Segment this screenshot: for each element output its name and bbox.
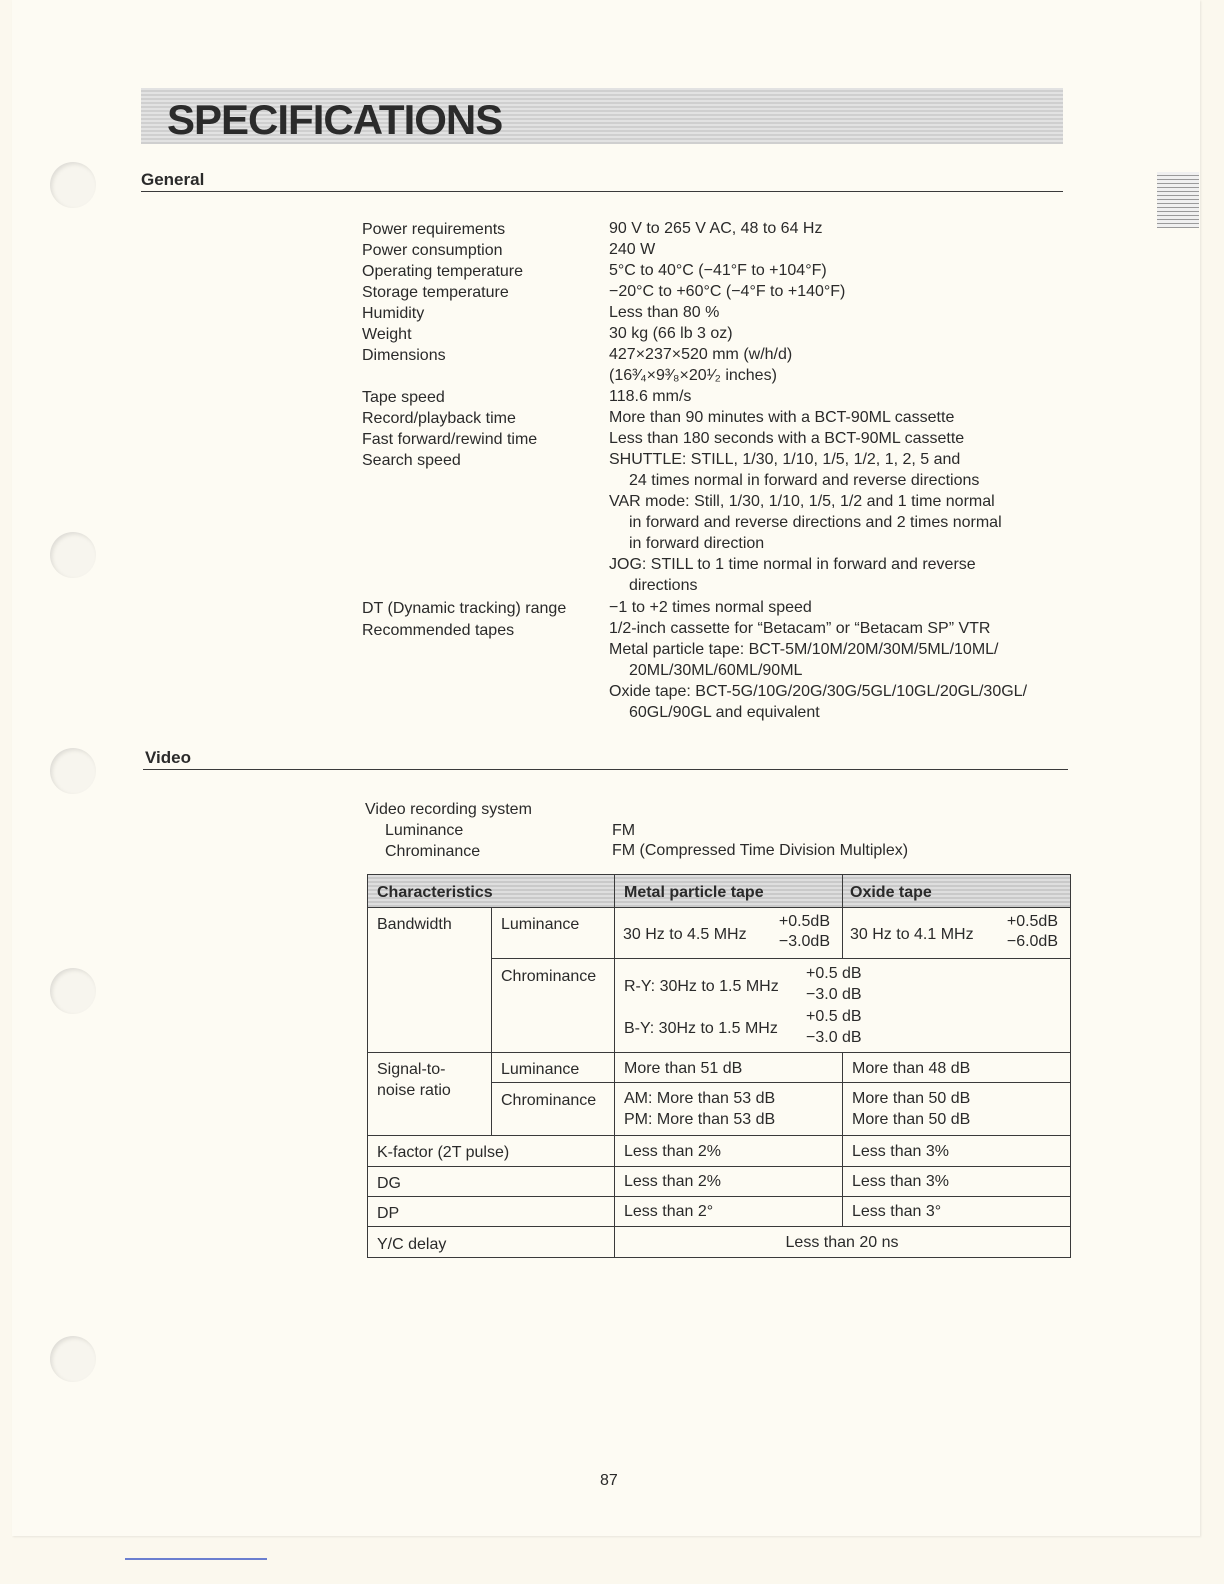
spec-value: 1/2-inch cassette for “Betacam” or “Betacam SP” VTR — [609, 620, 991, 637]
dp-oxide: Less than 3° — [852, 1203, 942, 1220]
spec-value: Less than 80 % — [609, 304, 720, 321]
spec-label: Power requirements — [362, 221, 506, 238]
spec-label: Power consumption — [362, 242, 503, 259]
table-rule — [368, 1166, 1070, 1167]
snr-am-oxide: More than 50 dB — [852, 1090, 971, 1107]
spec-label: Recommended tapes — [362, 622, 515, 639]
spec-value: JOG: STILL to 1 time normal in forward and reverse — [609, 556, 976, 573]
table-rule — [368, 907, 1070, 908]
chrominance-label: Chrominance — [385, 843, 481, 860]
row-label-snr: Signal-to- — [377, 1061, 446, 1078]
table-header: Metal particle tape — [624, 884, 764, 901]
page-number: 87 — [600, 1472, 618, 1489]
spec-value: 5°C to 40°C (−41°F to +104°F) — [609, 262, 827, 279]
bandwidth-luminance-oxide: 30 Hz to 4.1 MHz — [850, 926, 974, 943]
spec-value: 30 kg (66 lb 3 oz) — [609, 325, 733, 342]
table-rule — [491, 907, 492, 1135]
row-sublabel-chrominance: Chrominance — [501, 968, 597, 985]
section-heading-video: Video — [145, 748, 191, 767]
spec-value: 60GL/90GL and equivalent — [629, 704, 820, 721]
spec-value: SHUTTLE: STILL, 1/30, 1/10, 1/5, 1/2, 1, 2, 5 and — [609, 451, 961, 468]
row-label-dp: DP — [377, 1205, 400, 1222]
row-label-bandwidth: Bandwidth — [377, 916, 452, 933]
spec-value: −20°C to +60°C (−4°F to +140°F) — [609, 283, 846, 300]
row-label-dg: DG — [377, 1175, 401, 1192]
table-rule — [368, 1196, 1070, 1197]
spec-value: 427×237×520 mm (w/h/d) — [609, 346, 793, 363]
spec-label: Dimensions — [362, 347, 446, 364]
spec-label: DT (Dynamic tracking) range — [362, 600, 567, 617]
spec-label: Tape speed — [362, 389, 445, 406]
yc-delay-value: Less than 20 ns — [785, 1234, 899, 1251]
dg-oxide: Less than 3% — [852, 1173, 949, 1190]
table-rule — [842, 875, 843, 958]
table-rule — [368, 1226, 1070, 1227]
table-rule — [491, 1082, 1070, 1083]
divider — [141, 191, 1063, 192]
spec-label: Weight — [362, 326, 412, 343]
binder-hole — [50, 532, 96, 578]
kfactor-oxide: Less than 3% — [852, 1143, 949, 1160]
section-heading-general: General — [141, 170, 205, 189]
dg-metal: Less than 2% — [624, 1173, 721, 1190]
table-rule — [368, 1135, 1070, 1136]
title-banner — [141, 88, 1063, 144]
spec-value: in forward and reverse directions and 2 times normal — [629, 514, 1002, 531]
chrominance-value: FM (Compressed Time Division Multiplex) — [612, 842, 909, 859]
spec-value: Less than 180 seconds with a BCT-90ML cassette — [609, 430, 965, 447]
snr-am-metal: AM: More than 53 dB — [624, 1090, 776, 1107]
spec-value: (16³⁄₄×9³⁄₈×20¹⁄₂ inches) — [609, 367, 777, 384]
binder-hole — [50, 968, 96, 1014]
luminance-value: FM — [612, 822, 636, 839]
spec-value: directions — [629, 577, 698, 594]
spec-value: More than 90 minutes with a BCT-90ML cassette — [609, 409, 955, 426]
section-tab-marker — [1157, 172, 1199, 228]
spec-value: 90 V to 265 V AC, 48 to 64 Hz — [609, 220, 823, 237]
spec-value: VAR mode: Still, 1/30, 1/10, 1/5, 1/2 and 1 time normal — [609, 493, 995, 510]
tolerance-minus: −3.0dB — [778, 933, 830, 950]
spec-label: Fast forward/rewind time — [362, 431, 538, 448]
table-rule — [842, 1052, 843, 1226]
spec-value: 118.6 mm/s — [609, 388, 692, 405]
spec-value: 240 W — [609, 241, 656, 258]
tolerance-plus: +0.5dB — [778, 913, 830, 930]
tolerance-plus: +0.5 dB — [806, 965, 862, 982]
page-sheet — [12, 0, 1200, 1536]
divider — [143, 769, 1068, 770]
row-sublabel-luminance: Luminance — [501, 1061, 580, 1078]
tolerance-minus: −3.0 dB — [806, 1029, 862, 1046]
table-rule — [614, 875, 615, 1257]
row-sublabel-luminance: Luminance — [501, 916, 580, 933]
page-title: SPECIFICATIONS — [167, 96, 503, 143]
snr-luminance-metal: More than 51 dB — [624, 1060, 743, 1077]
tolerance-plus: +0.5 dB — [806, 1008, 862, 1025]
row-label-kfactor: K-factor (2T pulse) — [377, 1144, 510, 1161]
luminance-label: Luminance — [385, 822, 464, 839]
row-label-snr: noise ratio — [377, 1082, 451, 1099]
spec-label: Storage temperature — [362, 284, 509, 301]
spec-label: Operating temperature — [362, 263, 523, 280]
tolerance-plus: +0.5dB — [1006, 913, 1058, 930]
spec-value: −1 to +2 times normal speed — [609, 599, 812, 616]
spec-value: Metal particle tape: BCT-5M/10M/20M/30M/5ML/10ML/ — [609, 641, 999, 658]
table-rule — [491, 958, 1070, 959]
table-rule — [368, 1052, 1070, 1053]
snr-luminance-oxide: More than 48 dB — [852, 1060, 971, 1077]
binder-hole — [50, 1336, 96, 1382]
scan-artifact-line — [125, 1558, 267, 1560]
kfactor-metal: Less than 2% — [624, 1143, 721, 1160]
dp-metal: Less than 2° — [624, 1203, 714, 1220]
binder-hole — [50, 162, 96, 208]
table-header: Characteristics — [377, 884, 493, 901]
video-recording-label: Video recording system — [365, 801, 532, 818]
tolerance-minus: −6.0dB — [1006, 933, 1058, 950]
tolerance-minus: −3.0 dB — [806, 986, 862, 1003]
bandwidth-by: B-Y: 30Hz to 1.5 MHz — [624, 1020, 778, 1037]
snr-pm-oxide: More than 50 dB — [852, 1111, 971, 1128]
table-header: Oxide tape — [850, 884, 932, 901]
spec-value: in forward direction — [629, 535, 765, 552]
bandwidth-luminance-metal: 30 Hz to 4.5 MHz — [623, 926, 747, 943]
video-characteristics-table — [367, 874, 1071, 1258]
spec-label: Humidity — [362, 305, 425, 322]
binder-hole — [50, 748, 96, 794]
spec-label: Record/playback time — [362, 410, 516, 427]
snr-pm-metal: PM: More than 53 dB — [624, 1111, 776, 1128]
row-sublabel-chrominance: Chrominance — [501, 1092, 597, 1109]
spec-value: 24 times normal in forward and reverse directions — [629, 472, 980, 489]
spec-value: Oxide tape: BCT-5G/10G/20G/30G/5GL/10GL/20GL/30GL/ — [609, 683, 1028, 700]
spec-label: Search speed — [362, 452, 461, 469]
bandwidth-ry: R-Y: 30Hz to 1.5 MHz — [624, 978, 779, 995]
spec-value: 20ML/30ML/60ML/90ML — [629, 662, 803, 679]
row-label-yc-delay: Y/C delay — [377, 1236, 447, 1253]
